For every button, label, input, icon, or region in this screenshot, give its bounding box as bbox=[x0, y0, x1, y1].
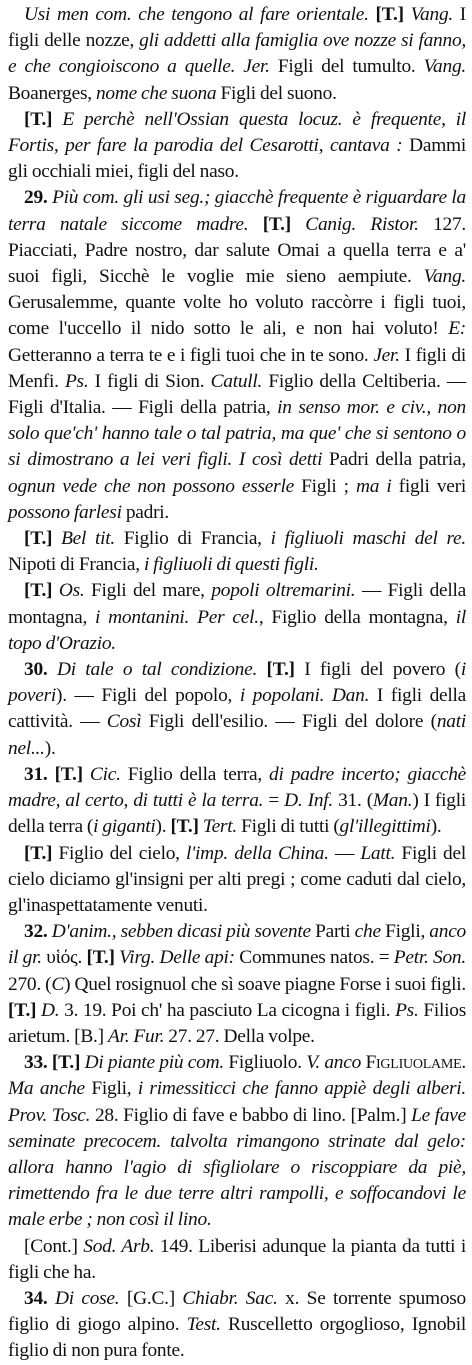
text-run: Man. bbox=[372, 790, 413, 812]
text-run: I figli del povero ( bbox=[304, 659, 461, 681]
text-run: i rimessiticci che fanno appiè degli alberi. Prov. Tosc. bbox=[8, 1078, 467, 1126]
text-run: ). bbox=[44, 737, 56, 759]
text-run: Nipoti di Francia, bbox=[8, 554, 144, 576]
dictionary-paragraph bbox=[8, 1050, 466, 1233]
text-run: Figli dell'esilio. — Figli del dolore ( bbox=[141, 711, 437, 733]
dictionary-paragraph bbox=[8, 657, 466, 762]
text-run: C bbox=[51, 973, 65, 995]
text-run: Jer. bbox=[373, 344, 400, 366]
text-run: Così bbox=[106, 711, 142, 733]
text-run: Ar. Fur. bbox=[107, 1025, 165, 1047]
text-run: [T.] bbox=[368, 4, 411, 25]
text-run: [T.] bbox=[24, 842, 59, 864]
text-run: Figli, bbox=[380, 921, 430, 943]
text-run: Tert. bbox=[202, 816, 237, 838]
text-run: Figli del suono. bbox=[216, 82, 337, 104]
text-run: 127. Piacciati, Padre nostro, dar salute Omai a quella terra e a' suoi figli, Sicchè le voglie mie sieno aempiute. bbox=[8, 213, 467, 288]
dictionary-paragraph bbox=[8, 2, 466, 107]
text-run: — bbox=[328, 842, 361, 864]
text-run: Figli di tutti ( bbox=[236, 816, 340, 838]
text-run: I figli delle nozze, bbox=[8, 4, 466, 52]
text-run: I figli di Menfi. bbox=[8, 344, 466, 392]
text-run: Filios arietum. [B.] bbox=[8, 999, 467, 1047]
text-run: i giganti bbox=[93, 816, 156, 838]
text-run: [T.] bbox=[86, 947, 120, 969]
text-run: Più com. gli usi seg.; giacchè frequente è riguardare la terra natale siccome madre. bbox=[8, 187, 466, 235]
text-run: Bel tit. bbox=[61, 528, 115, 550]
text-run: ). — Figli del popolo, bbox=[56, 685, 240, 707]
text-run: ) I figli della terra ( bbox=[8, 790, 466, 838]
text-run: Vang. bbox=[410, 4, 453, 25]
dictionary-paragraph bbox=[8, 526, 466, 578]
text-run: Figlio della terra, bbox=[120, 763, 270, 785]
text-run: Test. bbox=[186, 1314, 221, 1336]
text-run: Figliuolame bbox=[365, 1052, 462, 1074]
text-run: i popolani. Dan. bbox=[239, 685, 370, 707]
text-run: υἱός. bbox=[41, 947, 87, 969]
text-run: Communes natos. = bbox=[234, 947, 394, 969]
text-run: l'imp. della China. bbox=[186, 842, 329, 864]
text-run: Parti bbox=[310, 921, 355, 943]
text-run: I figli della cattività. — bbox=[8, 685, 466, 733]
text-run: Latt. bbox=[360, 842, 396, 864]
text-run: Sod. Arb. bbox=[83, 1235, 155, 1257]
text-run: gl'illegittimi bbox=[339, 816, 431, 838]
text-run: Padri della patria, bbox=[322, 449, 466, 471]
text-run: in senso mor. e civ., non solo que'ch' hanno tale o tal patria, ma que' che si sentono o si dimostrano a lei veri figli. I così detti bbox=[8, 397, 466, 471]
text-run: [T.] bbox=[54, 763, 90, 785]
text-run: E: bbox=[448, 318, 466, 340]
text-run: Di tale o tal condizione. bbox=[56, 659, 258, 681]
text-run: [Cont.] bbox=[24, 1235, 84, 1257]
text-run: possono farlesi bbox=[8, 501, 122, 523]
text-run: Ruscelletto orgoglioso, Ignobil figlio di non pura fonte. bbox=[8, 1314, 466, 1362]
text-run: [T.] bbox=[170, 816, 203, 838]
text-run: E perchè nell'Ossian questa locuz. è frequente, il Fortis, per fare la parodia del Cesarotti, cantava : bbox=[8, 108, 466, 157]
text-run: 28. Figlio di fave e babbo di lino. [Palm.] bbox=[90, 1104, 412, 1126]
text-run: 31. bbox=[24, 763, 55, 785]
text-run: ma i bbox=[355, 475, 392, 497]
text-run: Boanerges, bbox=[8, 82, 96, 104]
text-run: I figli di Sion. bbox=[88, 370, 211, 392]
text-run: x. Se torrente spumoso figlio di giogo alpino. bbox=[8, 1287, 467, 1336]
text-run: Figliuolo. bbox=[223, 1052, 307, 1074]
text-run: Le fave seminate precocem. talvolta rimangono strinate dal gelo: allora hanno l'agio di sfigliolare o riscoppiare da piè, rimettendo fra le due terre altri rampolli, e soffocandovi le male erbe ; non così il lino. bbox=[8, 1104, 466, 1231]
text-run: il topo d'Orazio. bbox=[8, 606, 466, 654]
text-run: . bbox=[461, 1052, 466, 1074]
text-run: Figlio di Francia, bbox=[114, 528, 271, 550]
text-run: [T.] bbox=[24, 580, 59, 602]
text-run: [T.] bbox=[51, 1052, 85, 1074]
text-run: popoli oltremarini. bbox=[211, 580, 356, 602]
text-run: Figli del tumulto. bbox=[269, 56, 424, 78]
text-run: Ps. bbox=[64, 370, 89, 392]
text-run: Figli, bbox=[84, 1078, 138, 1100]
text-run: [T.] bbox=[257, 659, 305, 681]
text-run: Jer. bbox=[243, 56, 270, 78]
text-run: D. bbox=[41, 999, 60, 1021]
text-run: padri. bbox=[121, 501, 170, 523]
text-run: Getteranno a terra te e i figli tuoi che in te sono. bbox=[8, 344, 374, 366]
text-run: Figli del cielo diciamo gl'insigni per alti pregi ; come caduti dal cielo, gl'inaspettatamente venuti. bbox=[8, 842, 466, 916]
text-run: 31. ( bbox=[333, 790, 373, 812]
text-run: [T.] bbox=[24, 528, 62, 550]
text-run: 3. 19. Poi ch' ha pasciuto La cicogna i figli. bbox=[59, 999, 396, 1021]
text-run: [T.] bbox=[24, 108, 63, 130]
text-run: anco il gr. bbox=[8, 921, 466, 969]
text-run: 27. 27. Della volpe. bbox=[164, 1025, 315, 1047]
text-run: ognun vede che non possono esserle bbox=[8, 475, 294, 497]
text-run: Di piante più com. bbox=[84, 1052, 224, 1074]
text-run: Dammi gli occhiali miei, figli del naso. bbox=[8, 135, 466, 183]
text-run: — Figli della montagna, bbox=[8, 580, 467, 628]
dictionary-paragraph bbox=[8, 578, 466, 657]
text-run: di padre incerto; giacchè madre, al certo, di tutti è la terra. bbox=[8, 763, 467, 812]
text-run: [G.C.] bbox=[119, 1287, 183, 1309]
text-run: 149. Liberisi adunque la pianta da tutti i figli che ha. bbox=[8, 1235, 466, 1283]
text-run: Figli del mare, bbox=[84, 580, 212, 602]
text-run: [T.] bbox=[8, 999, 42, 1021]
text-run: Chiabr. Sac. bbox=[182, 1287, 278, 1309]
text-run: Di cose. bbox=[54, 1287, 120, 1309]
text-run: nome che suona bbox=[95, 82, 217, 104]
text-run: ). bbox=[430, 816, 442, 838]
text-run: 32. bbox=[24, 921, 52, 943]
text-run: Cic. bbox=[89, 763, 121, 785]
text-run: Canig. Ristor. bbox=[305, 213, 419, 235]
text-run: che bbox=[354, 921, 381, 943]
text-run: D. Inf. bbox=[284, 790, 334, 812]
text-run: Figlio della montagna, bbox=[263, 606, 456, 628]
text-run: i montanini. Per cel., bbox=[95, 606, 264, 628]
dictionary-paragraph bbox=[8, 919, 466, 1050]
text-run: Virg. Delle api: bbox=[119, 947, 235, 969]
dictionary-paragraph bbox=[8, 107, 466, 186]
dictionary-paragraph bbox=[8, 185, 466, 526]
text-run: Vang. bbox=[423, 56, 466, 78]
text-run: 29. bbox=[24, 187, 53, 209]
text-run: [T.] bbox=[248, 213, 306, 235]
dictionary-paragraph bbox=[8, 1234, 466, 1286]
text-run: Os. bbox=[58, 580, 85, 602]
text-run: nati nel... bbox=[8, 711, 466, 759]
text-run: ) Quel rosignuol che sì soave piagne Forse i suoi figli. bbox=[64, 973, 466, 995]
text-run: 34. bbox=[24, 1287, 55, 1309]
text-run: i poveri bbox=[8, 659, 466, 707]
dictionary-paragraph bbox=[8, 1286, 466, 1365]
text-run: Catull. bbox=[210, 370, 263, 392]
text-run: 30. bbox=[24, 659, 57, 681]
dictionary-paragraph bbox=[8, 841, 466, 920]
text-run: Vang. bbox=[423, 266, 466, 288]
text-run: gli addetti alla famiglia ove nozze si fanno, e che congioiscono a quelle. bbox=[8, 30, 466, 78]
text-run: i figliuoli di questi figli. bbox=[143, 554, 319, 576]
text-run: Figlio della Celtiberia. — Figli d'Italia. — Figli della patria, bbox=[8, 370, 466, 419]
text-run: 270. ( bbox=[8, 973, 52, 995]
text-run: Usi men com. che tengono al fare orientale. bbox=[24, 4, 369, 25]
text-run: 33. bbox=[24, 1052, 52, 1074]
text-run: Petr. Son. bbox=[393, 947, 466, 969]
text-run: Ma anche bbox=[8, 1078, 85, 1100]
text-run: Ps. bbox=[395, 999, 419, 1021]
text-run: i figliuoli maschi del re. bbox=[270, 528, 466, 550]
text-run: D'anim., sebben dicasi più sovente bbox=[51, 921, 311, 943]
text-run: = bbox=[263, 790, 285, 812]
text-run: Figlio del cielo, bbox=[58, 842, 187, 864]
text-run: Figli ; bbox=[293, 475, 356, 497]
text-run: Gerusalemme, quante volte ho voluto raccòrre i figli tuoi, come l'uccello il nido sotto le ali, e non hai voluto! bbox=[8, 292, 466, 340]
text-run: ). bbox=[155, 816, 171, 838]
text-run: V. anco bbox=[306, 1052, 362, 1074]
text-run: figli veri bbox=[391, 475, 466, 497]
dictionary-paragraph bbox=[8, 762, 466, 841]
